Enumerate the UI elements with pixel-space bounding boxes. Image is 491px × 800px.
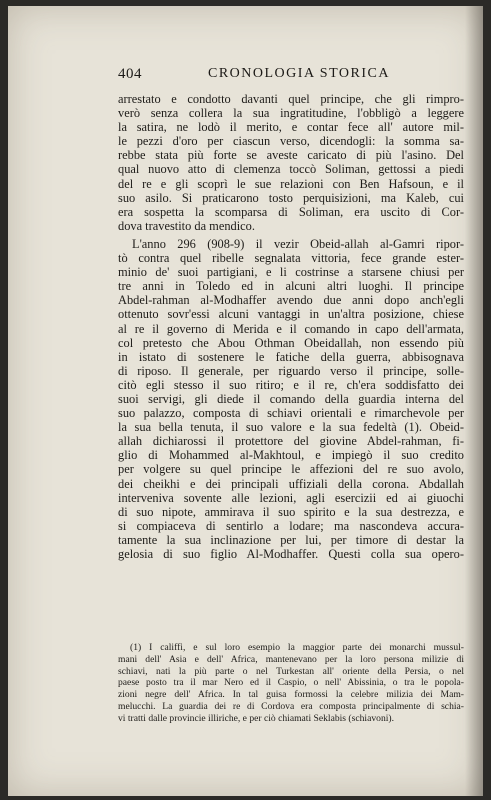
text-line: ottenuto sovr'essi alcuni vantaggi in un'altra posizione, chiese: [118, 307, 464, 322]
text-line: era sospetta la scomparsa di Soliman, era uscito di Cor-: [118, 204, 464, 219]
body-text: [118, 92, 464, 561]
footnote-line: (1) I califfi, e sul loro esempio la maggior parte dei monarchi mussul-: [130, 642, 464, 653]
text-line: in istato di sostenere le fatiche della guerra, abbisognava: [118, 349, 464, 364]
text-line: tò contra quel ribelle segnalata vittoria, fece grande ester-: [118, 251, 464, 266]
text-line: verò senza collera la sua ingratitudine, l'obbligò a leggere: [118, 106, 464, 121]
text-line: suoi servigi, gli diede il comando della guardia interna del: [118, 391, 464, 406]
running-head: CRONOLOGIA STORICA: [208, 66, 390, 81]
paragraph-2: [118, 237, 464, 561]
text-line: allah dichiarossi il protettore del giovine Abdel-rahman, fi-: [118, 434, 464, 449]
text-line: di suo nipote, ammirava il suo spirito e la sua destrezza, e: [118, 504, 464, 519]
text-line: gelosia di suo figlio Al-Modhaffer. Questi colla sua opero-: [118, 547, 464, 561]
text-line: citò egli stesso il suo ritiro; e il re, ch'era soddisfatto dei: [118, 377, 464, 392]
text-line: tamente la sua inclinazione per lui, per timore di destar la: [118, 532, 464, 547]
text-line: al re il governo di Merida e il comando in capo dell'armata,: [118, 321, 464, 336]
footnote-line: schiavi, nati la più parte o nel Turkestan all' oriente della Persia, o nel: [118, 665, 464, 677]
text-line: arrestato e condotto davanti quel principe, che gli rimpro-: [118, 92, 464, 106]
text-line: glio di Mohammed al-Makhtoul, e impiegò il suo credito: [118, 448, 464, 463]
text-line: L'anno 296 (908-9) il vezir Obeid-allah al-Gamri ripor-: [132, 236, 464, 251]
footnote-line: zioni negre dell' Africa. In tal guisa formossi la celebre milizia dei Mam-: [118, 689, 464, 701]
text-line: per volgere su quel principe le affezioni del re suo avolo,: [118, 462, 464, 477]
paragraph-1: [118, 92, 464, 233]
text-line: suo asilo. Si praticarono tosto perquisizioni, ma Kaleb, cui: [118, 190, 464, 205]
text-line: tre anni in Toledo ed in alcuni altri luoghi. Il principe: [118, 279, 464, 294]
text-line: rebbe stata più forte se aveste caricato di più l'asino. Del: [118, 148, 464, 163]
page-header: [118, 66, 458, 88]
footnote-line: paese posto tra il mar Nero ed il Caspio, o nell' Abissinia, o tra le popola-: [118, 677, 464, 689]
text-line: col pretesto che Abou Othman Obeidallah, non essendo più: [118, 335, 464, 350]
footnote-line: mani dell' Asia e dell' Africa, mantenevano per la loro persona milizie di: [118, 653, 464, 665]
page-number: 404: [118, 66, 142, 82]
text-line: di riposo. Il generale, per riguardo verso il principe, solle-: [118, 363, 464, 378]
footnote: [118, 642, 464, 725]
text-line: suo palazzo, composta di schiavi orientali e rimarchevole per: [118, 406, 464, 421]
book-page: [8, 6, 483, 796]
footnote-line: melucchi. La guardia dei re di Cordova era composta principalmente di schia-: [118, 700, 464, 712]
text-line: la satira, ne lodò il merito, e contar fece all' autore mil-: [118, 120, 464, 135]
page-spine-shadow: [465, 6, 483, 796]
text-line: interveniva sovente alle lezioni, agli esercizii ed ai giuochi: [118, 490, 464, 505]
text-line: le pezzi d'oro per ciascun verso, dicendogli: la somma sa-: [118, 134, 464, 149]
text-line: qual nuovo atto di clemenza toccò Soliman, gettossi a piedi: [118, 162, 464, 177]
text-line: del re e gli scoprì le sue relazioni con Ben Hafsoun, e il: [118, 176, 464, 191]
text-line: dova travestito da mendico.: [118, 218, 255, 233]
text-line: si compiaceva di sentirlo a lodare; ma nascondeva accura-: [118, 518, 464, 533]
text-line: minio de' suoi partigiani, e li costrinse a starsene chiusi per: [118, 265, 464, 280]
text-line: Abdel-rahman al-Modhaffer avendo due anni dopo anch'egli: [118, 293, 464, 308]
footnote-line: vi tratti dalle provincie illiriche, e per ciò chiamati Seklabis (schiavoni).: [118, 712, 394, 724]
text-line: la sua bella tenuta, il suo valore e la sua fedeltà (1). Obeid-: [118, 420, 464, 435]
text-line: dei cheikhi e dei principali uffiziali della corona. Abdallah: [118, 476, 464, 491]
